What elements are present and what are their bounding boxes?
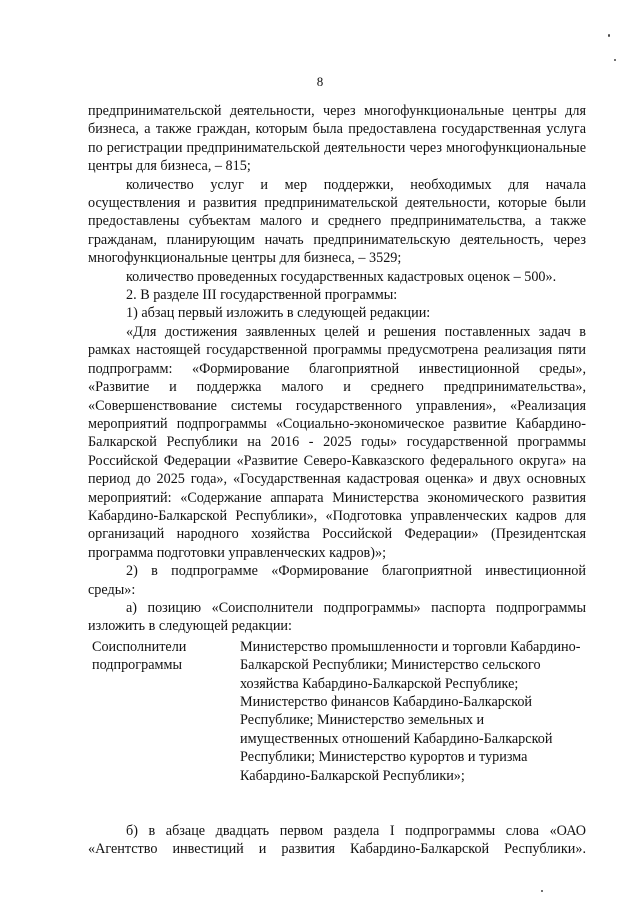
paragraph-8: а) позицию «Соисполнители подпрограммы» паспорта подпрограммы изложить в следующей редакции: (88, 599, 586, 635)
scan-speck (608, 34, 610, 37)
paragraph-1: предпринимательской деятельности, через многофункциональные центры для бизнеса, а также граждан, которым была предоставлена государственная услуга по регистрации предпринимательской деятельности через многофункциональные центры для бизнеса, – 815; (88, 103, 586, 175)
page-number: 8 (316, 74, 324, 89)
table-value: Министерство промышленности и торговли Кабардино-Балкарской Республики; Министерство сельского хозяйства Кабардино-Балкарской Республике; Министерство финансов Кабардино-Балкарской Республике; Министерство земельных и имущественных отношений Кабардино-Балкарской Республики; Министерство курортов и туризма Кабардино-Балкарской Республики»; (240, 638, 581, 784)
scan-speck (541, 890, 543, 892)
document-body (88, 102, 586, 859)
table-label: Соисполнители подпрограммы (92, 638, 187, 674)
final-paragraph: б) в абзаце двадцать первом раздела I подпрограммы слова «ОАО «Агентство инвестиций и развития Кабардино-Балкарской Республики». (88, 823, 586, 858)
paragraph-5: 1) абзац первый изложить в следующей редакции: (126, 305, 431, 322)
spacer (88, 785, 586, 822)
paragraph-4: 2. В разделе III государственной программы: (126, 287, 398, 304)
paragraph-6: «Для достижения заявленных целей и решения поставленных задач в рамках настоящей государственной программы предусмотрена реализация пяти подпрограмм: «Формирование благоприятной инвестиционной среды», «Развитие и поддержка малого и среднего предпринимательства», «Совершенствование системы государственного управления», «Реализация мероприятий подпрограммы «Социально-экономическое развитие Кабардино-Балкарской Республики на 2016 - 2025 годы» государственной программы Российской Федерации «Развитие Северо-Кавказского федерального округа» на период до 2025 года», «Государственная кадастровая оценка» и двух основных мероприятий: «Содержание аппарата Министерства экономического развития Кабардино-Балкарской Республики», «Подготовка управленческих кадров для организаций народного хозяйства Российской Федерации» (Президентская программа подготовки управленческих кадров)»; (88, 323, 586, 561)
coexecutors-table (88, 638, 586, 785)
paragraph-3: количество проведенных государственных кадастровых оценок – 500». (126, 268, 557, 285)
paragraph-2: количество услуг и мер поддержки, необходимых для начала осуществления и развития предпринимательской деятельности, которые были предоставлены субъектам малого и среднего предпринимательства, а также гражданам, планирующим начать предпринимательскую деятельность, через многофункциональные центры для бизнеса, – 3529; (88, 176, 586, 267)
scan-speck (614, 59, 616, 61)
paragraph-7: 2) в подпрограмме «Формирование благоприятной инвестиционной среды»: (88, 563, 586, 598)
